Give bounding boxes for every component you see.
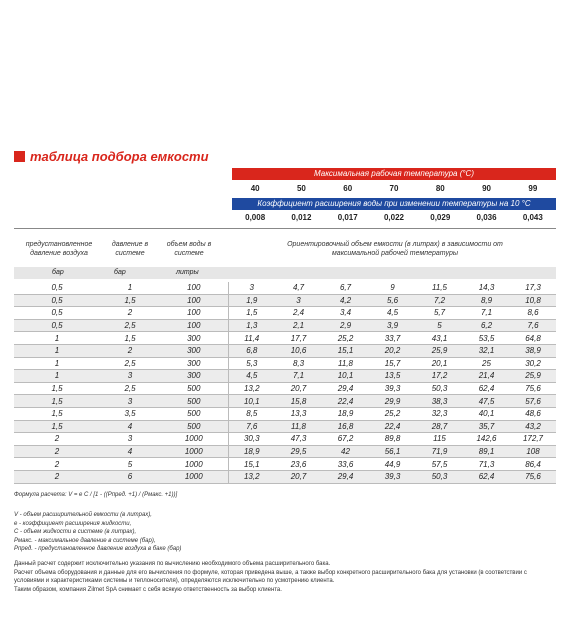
table-cell: 25,2 [369,407,416,420]
formula: Формула расчета: V = e C / [1 - ((Pпред. +1) / (Pмакс. +1))] [14,492,178,498]
table-row [14,357,556,370]
table-cell: 2,9 [322,319,369,332]
temperature-value: 80 [435,184,445,193]
table-cell: 50,3 [416,470,463,483]
table-cell: 6 [100,470,160,483]
table-cell: 7,1 [275,370,322,383]
coefficient-row [232,213,556,225]
table-cell: 1 [14,332,100,345]
table-cell: 15,7 [369,357,416,370]
table-cell: 2 [100,307,160,320]
table-cell: 64,8 [510,332,556,345]
table-cell: 2 [14,458,100,471]
table-cell: 11,5 [416,282,463,294]
table-cell: 1,5 [100,332,160,345]
table-cell: 8,6 [510,307,556,320]
table-cell: 100 [160,307,228,320]
temperature-value: 90 [482,184,491,193]
table-cell: 15,1 [322,344,369,357]
table-cell: 2 [14,470,100,483]
table-cell: 32,3 [416,407,463,420]
table-cell: 3,9 [369,319,416,332]
table-cell: 1,5 [100,294,160,307]
table-cell: 42 [322,445,369,458]
table-cell: 500 [160,407,228,420]
table-cell: 33,7 [369,332,416,345]
table-cell: 4 [100,420,160,433]
table-cell: 2,1 [275,319,322,332]
table-cell: 20,7 [275,470,322,483]
table-cell: 25,9 [510,370,556,383]
table-cell: 89,8 [369,433,416,446]
legend-line: C - объем жидкости в системе (в литрах), [14,529,137,535]
table-row [14,420,556,433]
legend-line: V - объем расширительной емкости (в литрах), [14,512,152,518]
table-cell: 44,9 [369,458,416,471]
table-cell: 5 [416,319,463,332]
coefficient-value: 0,012 [291,213,312,222]
table-cell: 4,2 [322,294,369,307]
table-row [14,433,556,446]
table-cell: 40,1 [463,407,510,420]
coefficient-value: 0,022 [383,213,404,222]
table-cell: 29,5 [275,445,322,458]
table-row [14,445,556,458]
page-title: таблица подбора емкости [30,149,209,164]
table-cell: 18,9 [322,407,369,420]
table-cell: 1,5 [14,382,100,395]
legend-line: Pпред. - предустановленное давление воздуха в баке (бар) [14,546,182,552]
unit-pressure: бар [114,269,126,276]
table-cell: 22,4 [322,395,369,408]
table-cell: 6,8 [228,344,275,357]
temperature-value: 99 [528,184,538,193]
table-cell: 5 [100,458,160,471]
table-cell: 11,8 [275,420,322,433]
coefficient-value: 0,017 [337,213,358,222]
table-cell: 108 [510,445,556,458]
table-cell: 38,9 [510,344,556,357]
coefficient-header: Коэффициент расширения воды при изменении температуры на 10 °С [232,198,556,210]
header-preset: предустановленное давление воздуха [25,241,93,257]
table-row [14,319,556,332]
table-cell: 300 [160,344,228,357]
table-cell: 2,4 [275,307,322,320]
table-row [14,407,556,420]
table-cell: 3,5 [100,407,160,420]
table-cell: 50,3 [416,382,463,395]
table-cell: 0,5 [14,307,100,320]
table-cell: 1000 [160,445,228,458]
table-cell: 16,8 [322,420,369,433]
table-cell: 28,7 [416,420,463,433]
table-cell: 39,3 [369,470,416,483]
disclaimer [14,560,554,594]
table-cell: 62,4 [463,382,510,395]
table-cell: 57,5 [416,458,463,471]
table-cell: 25 [463,357,510,370]
coefficient-value: 0,008 [245,213,266,222]
table-cell: 500 [160,420,228,433]
coefficient-value: 0,043 [522,213,543,222]
table-cell: 1,5 [14,395,100,408]
table-cell: 300 [160,332,228,345]
title-block [14,149,209,164]
table-cell: 1,5 [14,420,100,433]
table-cell: 11,4 [228,332,275,345]
table-cell: 115 [416,433,463,446]
table-cell: 7,6 [510,319,556,332]
table-cell: 4,5 [228,370,275,383]
table-cell: 25,2 [322,332,369,345]
table-cell: 17,3 [510,282,556,294]
divider [14,228,556,229]
table-cell: 100 [160,319,228,332]
legend [14,511,181,554]
table-cell: 100 [160,294,228,307]
table-cell: 75,6 [510,470,556,483]
unit-volume: литры [176,269,199,276]
units-row [14,267,556,279]
table-cell: 2 [14,445,100,458]
table-cell: 30,2 [510,357,556,370]
table-cell: 35,7 [463,420,510,433]
table-cell: 18,9 [228,445,275,458]
table-cell: 10,1 [228,395,275,408]
title-marker [14,151,25,162]
table-cell: 6,2 [463,319,510,332]
table-cell: 3 [275,294,322,307]
temperature-row [232,184,556,195]
table-cell: 10,1 [322,370,369,383]
table-row [14,307,556,320]
table-cell: 1 [100,282,160,294]
header-approx: Ориентировочный объем емкости (в литрах) в зависимости от максимальной рабочей температуры [287,241,503,257]
table-cell: 30,3 [228,433,275,446]
temperature-value: 40 [250,184,260,193]
table-cell: 3 [228,282,275,294]
table-cell: 8,3 [275,357,322,370]
table-cell: 13,2 [228,382,275,395]
table-cell: 7,6 [228,420,275,433]
table-cell: 1 [14,344,100,357]
table-cell: 6,7 [322,282,369,294]
paragraph: Данный расчет содержит исключительно указания по вычислению необходимого объема расширительного бака. [14,561,331,567]
table-cell: 1,9 [228,294,275,307]
table-cell: 71,9 [416,445,463,458]
coefficient-value: 0,029 [430,213,451,222]
table-cell: 300 [160,357,228,370]
table-cell: 20,1 [416,357,463,370]
table-cell: 67,2 [322,433,369,446]
table-cell: 43,2 [510,420,556,433]
table-cell: 8,5 [228,407,275,420]
table-cell: 48,6 [510,407,556,420]
table-cell: 32,1 [463,344,510,357]
table-cell: 13,5 [369,370,416,383]
table-cell: 1 [14,370,100,383]
coefficient-value: 0,036 [476,213,497,222]
table-cell: 20,7 [275,382,322,395]
table-cell: 300 [160,370,228,383]
table-cell: 33,6 [322,458,369,471]
table-cell: 4 [100,445,160,458]
table-cell: 17,2 [416,370,463,383]
table-cell: 1,5 [14,407,100,420]
table-cell: 2,5 [100,357,160,370]
table-cell: 11,8 [322,357,369,370]
table-cell: 172,7 [510,433,556,446]
table-cell: 62,4 [463,470,510,483]
table-cell: 13,2 [228,470,275,483]
table-cell: 4,7 [275,282,322,294]
table-cell: 2 [14,433,100,446]
table-cell: 3 [100,395,160,408]
table-cell: 7,1 [463,307,510,320]
table-cell: 9 [369,282,416,294]
unit-preset: бар [52,269,64,276]
table-cell: 100 [160,282,228,294]
table-cell: 5,7 [416,307,463,320]
table-cell: 3 [100,433,160,446]
table-cell: 25,9 [416,344,463,357]
table-cell: 7,2 [416,294,463,307]
paragraph: Таким образом, компания Zilmet SpA снимает с себя всякую ответственность за выбор клиента. [14,586,282,593]
table-cell: 0,5 [14,282,100,294]
table-cell: 20,2 [369,344,416,357]
table-cell: 500 [160,395,228,408]
table-cell: 1,3 [228,319,275,332]
table-cell: 1000 [160,433,228,446]
table-cell: 15,1 [228,458,275,471]
table-cell: 57,6 [510,395,556,408]
table-cell: 47,3 [275,433,322,446]
table-row [14,470,556,483]
temperature-value: 60 [343,184,353,193]
table-cell: 43,1 [416,332,463,345]
table-cell: 15,8 [275,395,322,408]
table-cell: 5,6 [369,294,416,307]
table-cell: 14,3 [463,282,510,294]
table-cell: 23,6 [275,458,322,471]
table-cell: 71,3 [463,458,510,471]
max-temp-header: Максимальная рабочая температура (°С) [232,168,556,180]
table-cell: 500 [160,382,228,395]
temperature-value: 70 [389,184,399,193]
table-row [14,458,556,471]
table-cell: 0,5 [14,294,100,307]
header-pressure: давление в системе [111,241,149,257]
table-cell: 3,4 [322,307,369,320]
table-cell: 39,3 [369,382,416,395]
table-cell: 56,1 [369,445,416,458]
table-cell: 3 [100,370,160,383]
paragraph: Расчет объема оборудования и данные для его вычисления по формуле, которая приведена выше, а также выбор конкретного расширительного бака для установки (в соответствии с условиями и характеристиками системы и теплоносителя), определяются исключительно по усмотрению клиента. [14,569,527,584]
table-cell: 2 [100,344,160,357]
table-cell: 89,1 [463,445,510,458]
table-row [14,370,556,383]
table-cell: 1,5 [228,307,275,320]
capacity-table [14,282,556,484]
table-cell: 10,6 [275,344,322,357]
table-cell: 86,4 [510,458,556,471]
table-cell: 8,9 [463,294,510,307]
table-cell: 47,5 [463,395,510,408]
legend-line: e - коэффициент расширения жидкости, [14,520,132,527]
table-cell: 22,4 [369,420,416,433]
table-cell: 29,4 [322,382,369,395]
table-cell: 0,5 [14,319,100,332]
table-cell: 29,9 [369,395,416,408]
table-cell: 13,3 [275,407,322,420]
table-row [14,395,556,408]
table-row [14,382,556,395]
table-cell: 38,3 [416,395,463,408]
table-cell: 21,4 [463,370,510,383]
table-cell: 142,6 [463,433,510,446]
legend-line: Pмакс. - максимальное давление в системе (бар), [14,537,156,544]
table-row [14,294,556,307]
table-cell: 10,8 [510,294,556,307]
table-row [14,332,556,345]
table-cell: 1 [14,357,100,370]
temperature-value: 50 [296,184,306,193]
table-cell: 2,5 [100,382,160,395]
table-cell: 1000 [160,470,228,483]
table-cell: 2,5 [100,319,160,332]
table-cell: 17,7 [275,332,322,345]
table-cell: 53,5 [463,332,510,345]
table-cell: 4,5 [369,307,416,320]
header-volume: объем воды в системе [166,241,212,257]
table-cell: 1000 [160,458,228,471]
table-cell: 29,4 [322,470,369,483]
table-row [14,344,556,357]
table-row [14,282,556,294]
table-cell: 5,3 [228,357,275,370]
table-cell: 75,6 [510,382,556,395]
